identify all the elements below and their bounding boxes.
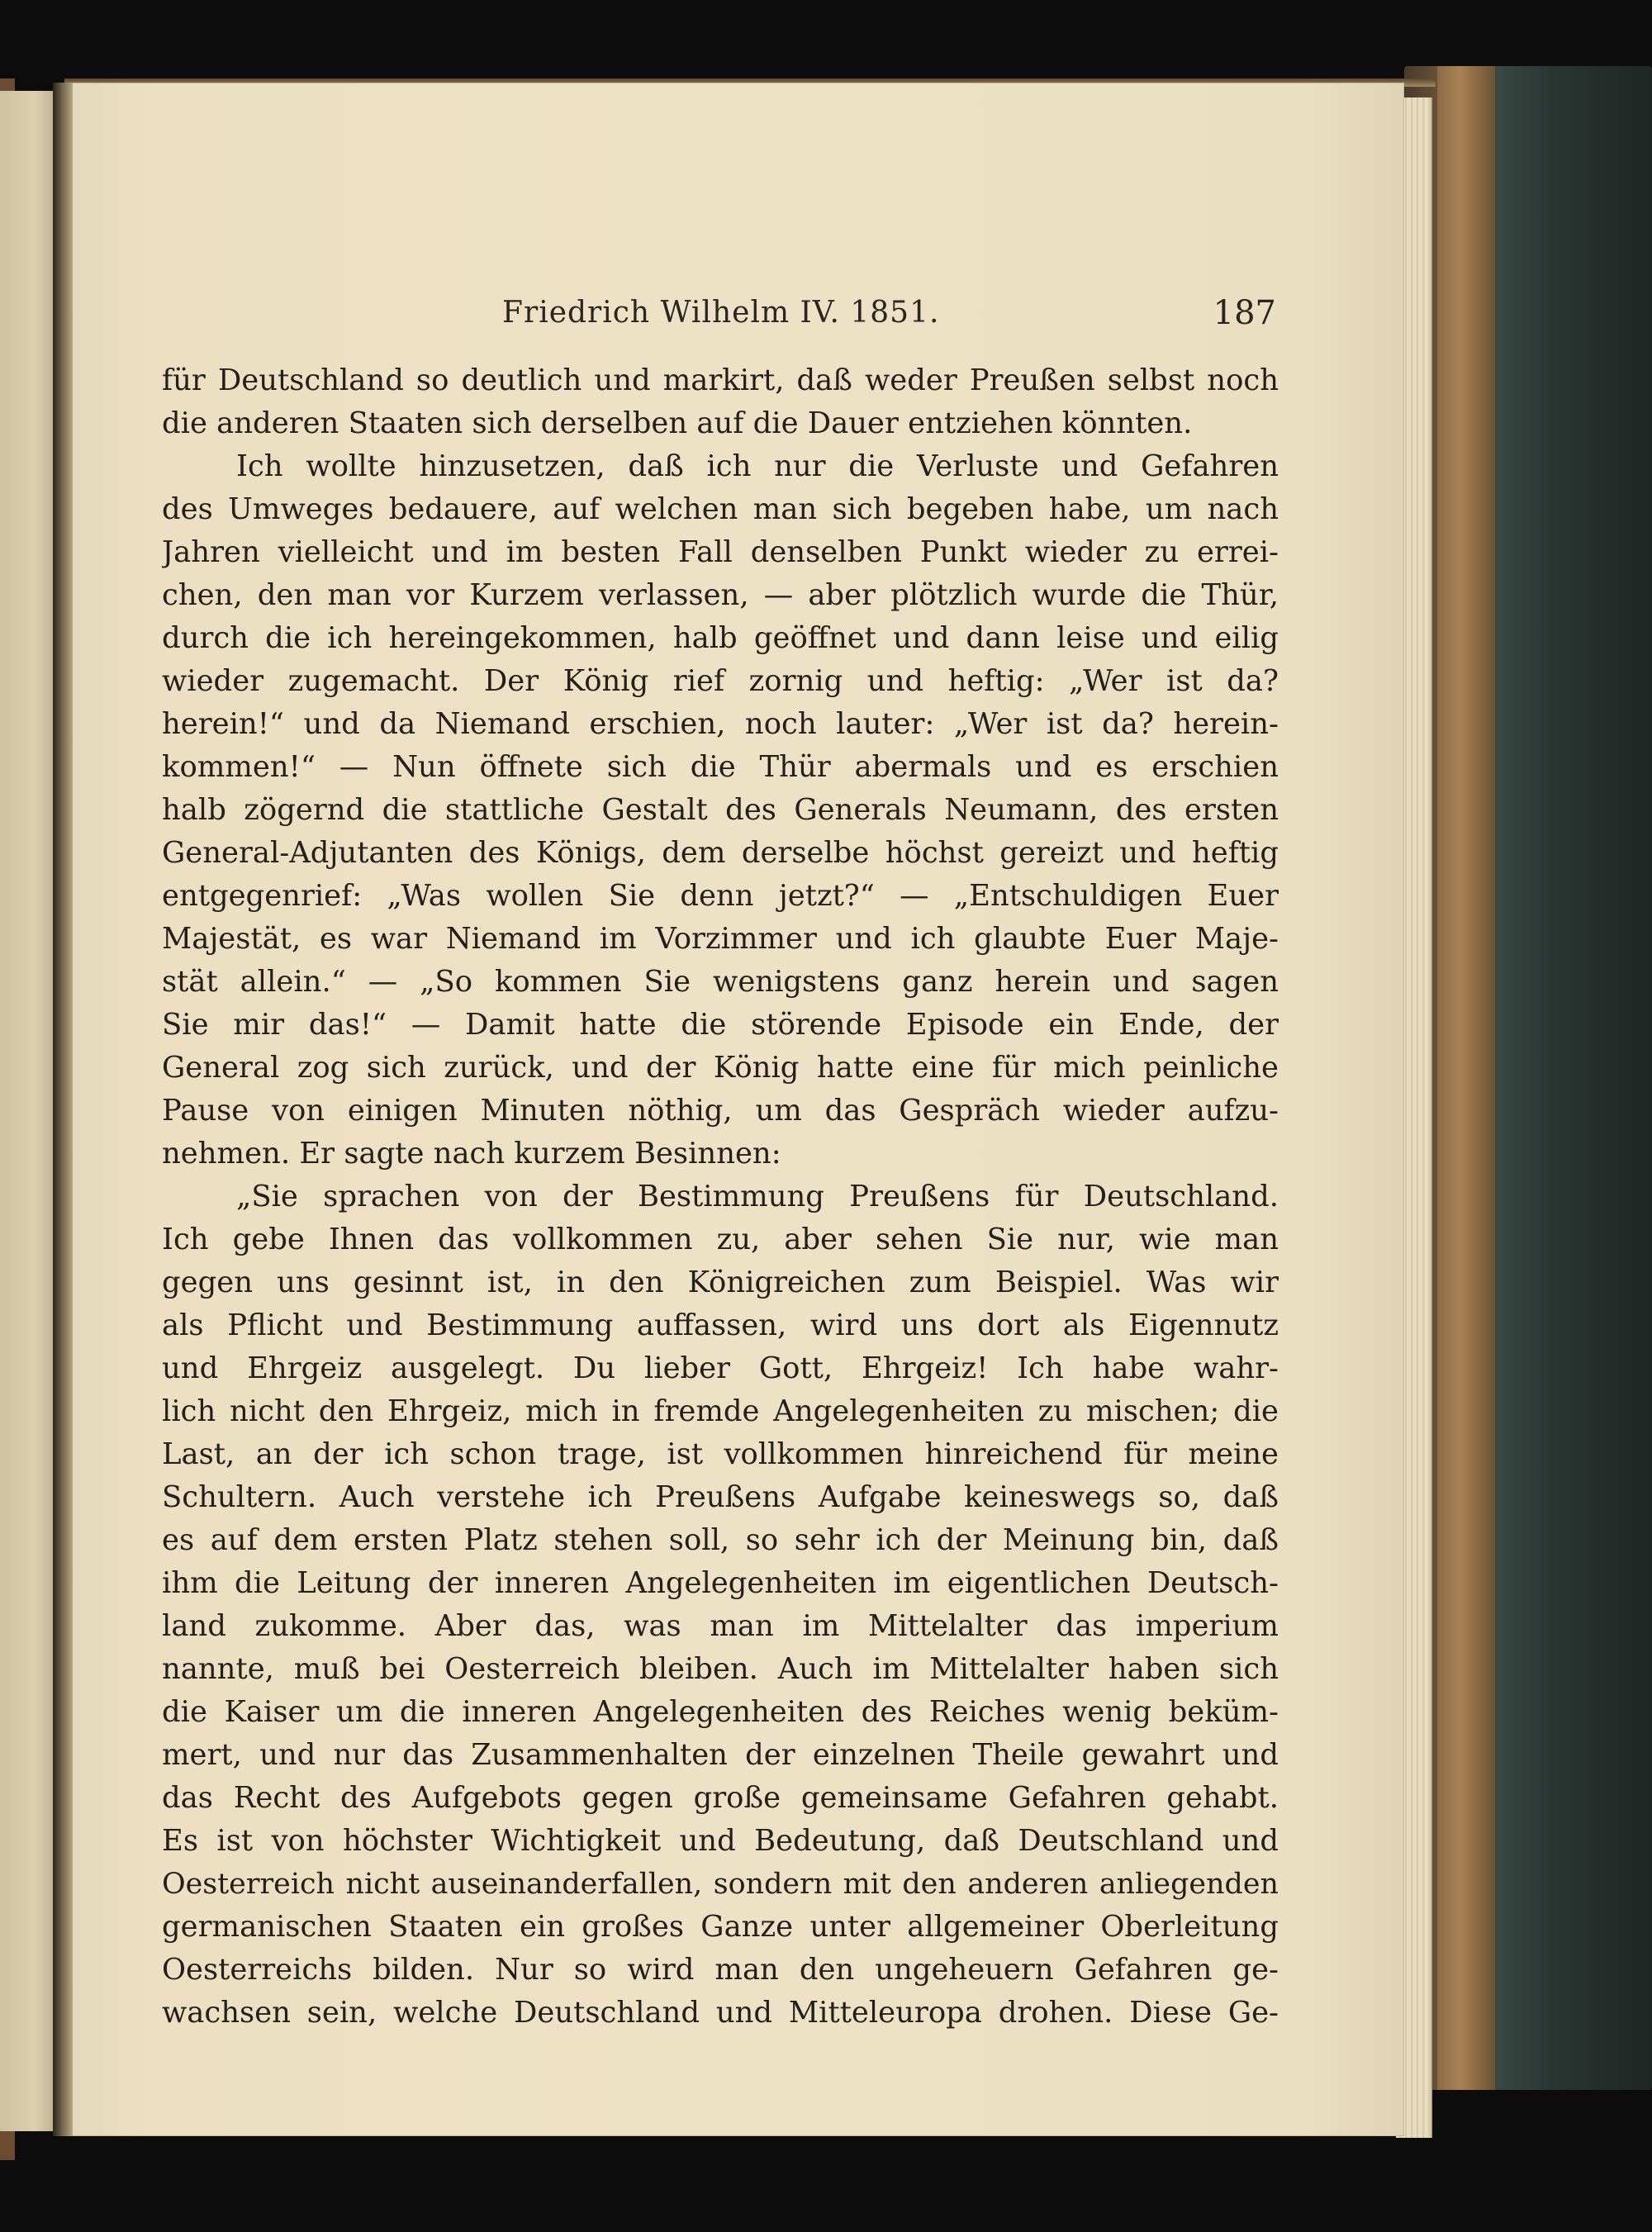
text-line: Schultern. Auch verstehe ich Preußens Aufgabe keineswegs so, daß	[162, 1480, 1279, 1514]
text-line: und Ehrgeiz ausgelegt. Du lieber Gott, Ehrgeiz! Ich habe wahr-	[162, 1351, 1279, 1385]
book-page	[64, 83, 1404, 2136]
text-line: nannte, muß bei Oesterreich bleiben. Auch im Mittelalter haben sich	[162, 1652, 1279, 1686]
text-line: Majestät, es war Niemand im Vorzimmer und ich glaubte Euer Maje-	[162, 922, 1279, 956]
text-line: herein!“ und da Niemand erschien, noch lauter: „Wer ist da? herein-	[162, 707, 1279, 741]
text-line: des Umweges bedauere, auf welchen man sich begeben habe, um nach	[162, 492, 1279, 526]
text-line: Es ist von höchster Wichtigkeit und Bedeutung, daß Deutschland und	[162, 1824, 1279, 1858]
text-line: ihm die Leitung der inneren Angelegenheiten im eigentlichen Deutsch-	[162, 1566, 1279, 1600]
text-line: halb zögernd die stattliche Gestalt des Generals Neumann, des ersten	[162, 793, 1279, 827]
text-line: nehmen. Er sagte nach kurzem Besinnen:	[162, 1137, 781, 1171]
text-line: germanischen Staaten ein großes Ganze unter allgemeiner Oberleitung	[162, 1910, 1279, 1944]
text-line: die Kaiser um die inneren Angelegenheiten des Reiches wenig beküm-	[162, 1695, 1279, 1729]
text-line: mert, und nur das Zusammenhalten der einzelnen Theile gewahrt und	[162, 1738, 1279, 1772]
text-line: Sie mir das!“ — Damit hatte die störende Episode ein Ende, der	[162, 1008, 1279, 1042]
text-line: Oesterreich nicht auseinanderfallen, sondern mit den anderen anliegenden	[162, 1868, 1279, 1901]
text-line: stät allein.“ — „So kommen Sie wenigstens ganz herein und sagen	[162, 965, 1279, 999]
text-line: gegen uns gesinnt ist, in den Königreichen zum Beispiel. Was wir	[162, 1266, 1279, 1299]
text-line: Jahren vielleicht und im besten Fall denselben Punkt wieder zu errei-	[162, 535, 1279, 569]
text-line: chen, den man vor Kurzem verlassen, — aber plötzlich wurde die Thür,	[162, 578, 1279, 612]
book-cover-edge	[1437, 66, 1495, 2090]
text-line: Last, an der ich schon trage, ist vollkommen hinreichend für meine	[162, 1437, 1279, 1471]
text-line: lich nicht den Ehrgeiz, mich in fremde Angelegenheiten zu mischen; die	[162, 1394, 1279, 1428]
text-line: es auf dem ersten Platz stehen soll, so sehr ich der Meinung bin, daß	[162, 1523, 1279, 1557]
body-text	[162, 359, 1279, 2035]
text-line: entgegenrief: „Was wollen Sie denn jetzt?“ — „Entschuldigen Euer	[162, 879, 1279, 913]
text-line: Ich gebe Ihnen das vollkommen zu, aber sehen Sie nur, wie man	[162, 1223, 1279, 1256]
text-line: Ich wollte hinzusetzen, daß ich nur die Verluste und Gefahren	[236, 449, 1279, 483]
text-line: das Recht des Aufgebots gegen große gemeinsame Gefahren gehabt.	[162, 1781, 1279, 1815]
text-line: General-Adjutanten des Königs, dem derselbe höchst gereizt und heftig	[162, 836, 1279, 870]
text-line: kommen!“ — Nun öffnete sich die Thür abermals und es erschien	[162, 750, 1279, 784]
running-head: Friedrich Wilhelm IV. 1851.	[502, 296, 940, 330]
text-line: für Deutschland so deutlich und markirt, daß weder Preußen selbst noch	[162, 363, 1279, 397]
text-line: Pause von einigen Minuten nöthig, um das Gespräch wieder aufzu-	[162, 1094, 1279, 1128]
text-line: wachsen sein, welche Deutschland und Mitteleuropa drohen. Diese Ge-	[162, 1996, 1279, 2030]
text-line: durch die ich hereingekommen, halb geöffnet und dann leise und eilig	[162, 621, 1279, 655]
text-line: „Sie sprachen von der Bestimmung Preußens für Deutschland.	[236, 1180, 1279, 1213]
text-line: als Pflicht und Bestimmung auffassen, wird uns dort als Eigennutz	[162, 1308, 1279, 1342]
text-line: General zog sich zurück, und der König hatte eine für mich peinliche	[162, 1051, 1279, 1085]
page-gutter	[53, 83, 73, 2136]
text-line: die anderen Staaten sich derselben auf die Dauer entziehen könnten.	[162, 406, 1193, 440]
page-number: 187	[1213, 294, 1276, 332]
page-header	[64, 296, 1404, 345]
text-line: Oesterreichs bilden. Nur so wird man den ungeheuern Gefahren ge-	[162, 1953, 1279, 1987]
facing-page-edge	[0, 91, 58, 2131]
text-line: wieder zugemacht. Der König rief zornig und heftig: „Wer ist da?	[162, 664, 1279, 698]
text-line: land zukomme. Aber das, was man im Mittelalter das imperium	[162, 1609, 1279, 1643]
